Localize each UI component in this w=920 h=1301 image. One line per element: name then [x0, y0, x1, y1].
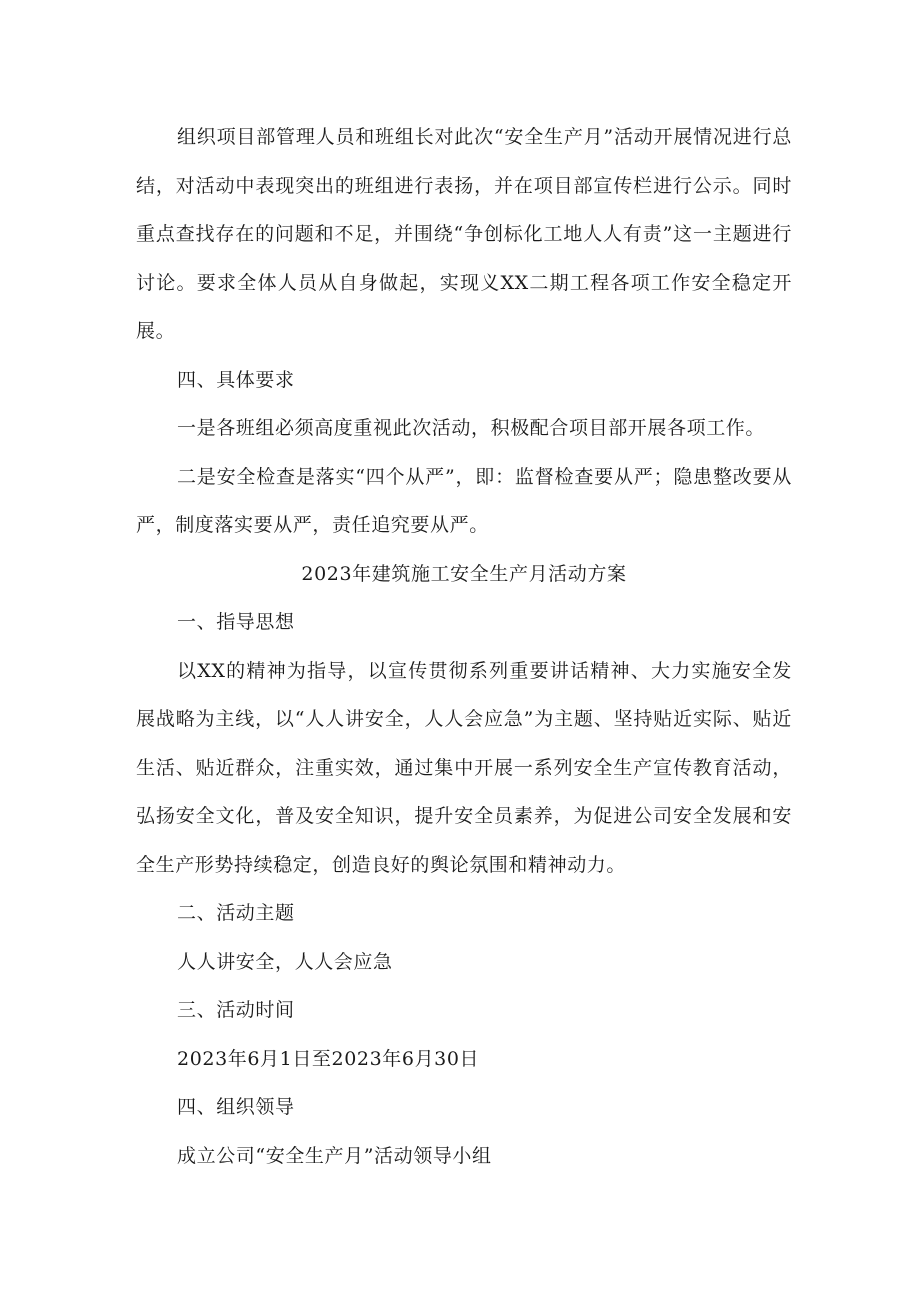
paragraph-requirement-two: 二是安全检查是落实“四个从严”，即：监督检查要从严；隐患整改要从严，制度落实要从严，责任追究要从严。	[136, 465, 792, 536]
heading-guiding-ideology: 一、指导思想	[177, 611, 295, 633]
heading-activity-theme: 二、活动主题	[177, 902, 295, 924]
heading-activity-time: 三、活动时间	[177, 999, 295, 1021]
document-title: 2023年建筑施工安全生产月活动方案	[301, 562, 627, 585]
paragraph-activity-time: 2023年6月1日至2023年6月30日	[177, 1047, 480, 1070]
paragraph-requirement-one: 一是各班组必须高度重视此次活动，积极配合项目部开展各项工作。	[177, 417, 766, 439]
heading-organization-leadership: 四、组织领导	[177, 1096, 295, 1118]
paragraph-guiding-ideology: 以XX的精神为指导，以宣传贯彻系列重要讲话精神、大力实施安全发展战略为主线，以“人人讲安全，人人会应急”为主题、坚持贴近实际、贴近生活、贴近群众，注重实效，通过集中开展一系列安全生产宣传教育活动，弘扬安全文化，普及安全知识，提升安全员素养，为促进公司安全发展和安全生产形势持续稳定，创造良好的舆论氛围和精神动力。	[136, 659, 792, 876]
paragraph-organization-leadership: 成立公司“安全生产月”活动领导小组	[177, 1144, 492, 1167]
heading-specific-requirements: 四、具体要求	[177, 368, 295, 391]
paragraph-summary: 组织项目部管理人员和班组长对此次“安全生产月”活动开展情况进行总结，对活动中表现突出的班组进行表扬，并在项目部宣传栏进行公示。同时重点查找存在的问题和不足，并围绕“争创标化工地人人有责”这一主题进行讨论。要求全体人员从自身做起，实现义XX二期工程各项工作安全稳定开展。	[136, 126, 792, 342]
paragraph-activity-theme: 人人讲安全，人人会应急	[177, 950, 393, 973]
document-page	[136, 113, 792, 1180]
